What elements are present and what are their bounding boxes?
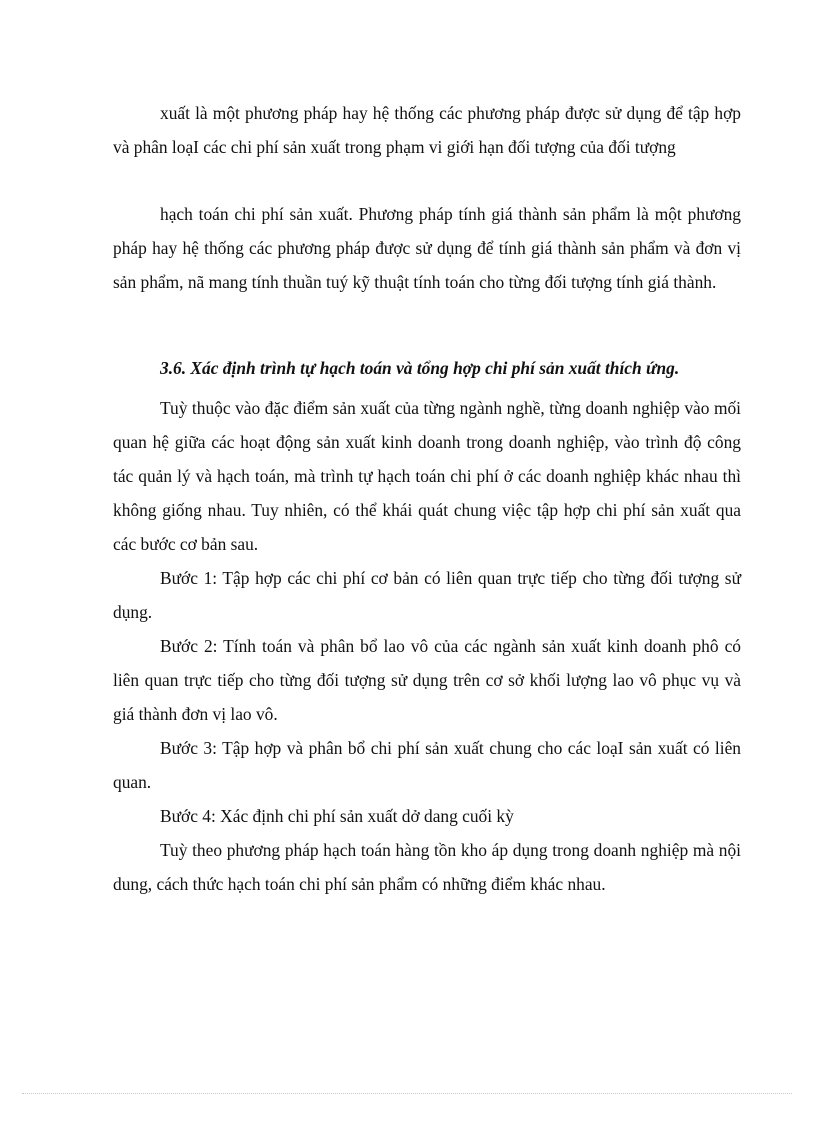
paragraph-conclusion: Tuỳ theo phương pháp hạch toán hàng tồn kho áp dụng trong doanh nghiệp mà nội dung, cách thức hạch toán chi phí sản phẩm có những điểm khác nhau. [113, 840, 741, 894]
paragraph-continued: xuất là một phương pháp hay hệ thống các phương pháp được sử dụng để tập hợp và phân loạI các chi phí sản xuất trong phạm vi giới hạn đối tượng của đối tượng [113, 103, 741, 157]
paragraph-step-2: Bước 2: Tính toán và phân bổ lao vô của các ngành sản xuất kinh doanh phô có liên quan trực tiếp cho từng đối tượng sử dụng trên cơ sở khối lượng lao vô phục vụ và giá thành đơn vị lao vô. [113, 636, 741, 724]
paragraph-step-3: Bước 3: Tập hợp và phân bổ chi phí sản xuất chung cho các loạI sản xuất có liên quan. [113, 738, 741, 792]
continued-text-block [113, 96, 741, 164]
paragraph-step-1: Bước 1: Tập hợp các chi phí cơ bản có liên quan trực tiếp cho từng đối tượng sử dụng. [113, 568, 741, 622]
main-text-block [113, 391, 741, 901]
page-bottom-divider [22, 1093, 792, 1094]
paragraph-step-4: Bước 4: Xác định chi phí sản xuất dở dang cuối kỳ [160, 806, 514, 826]
section-heading: 3.6. Xác định trình tự hạch toán và tổng hợp chi phí sản xuất thích ứng. [160, 358, 680, 378]
paragraph-intro: Tuỳ thuộc vào đặc điểm sản xuất của từng ngành nghề, từng doanh nghiệp vào mối quan hệ giữa các hoạt động sản xuất kinh doanh trong doanh nghiệp, vào trình độ công tác quản lý và hạch toán, mà trình tự hạch toán chi phí ở các doanh nghiệp khác nhau thì không giống nhau. Tuy nhiên, có thể khái quát chung việc tập hợp chi phí sản xuất qua các bước cơ bản sau. [113, 398, 741, 554]
method-text-block [113, 197, 741, 299]
paragraph-method: hạch toán chi phí sản xuất. Phương pháp tính giá thành sản phẩm là một phương pháp hay hệ thống các phương pháp được sử dụng để tính giá thành sản phẩm và đơn vị sản phẩm, nã mang tính thuần tuý kỹ thuật tính toán cho từng đối tượng tính giá thành. [113, 204, 741, 292]
